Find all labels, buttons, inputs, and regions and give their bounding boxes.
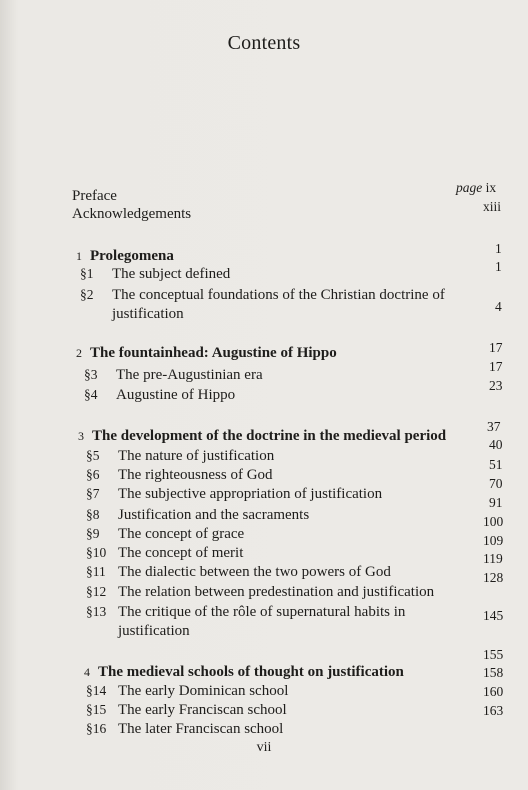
page-number: 100: [483, 514, 504, 529]
show-through-text: [150, 0, 528, 150]
section-entry: §10 The concept of merit: [86, 545, 244, 561]
page-number: 119: [483, 551, 503, 566]
page-number: xiii: [483, 199, 502, 214]
page-number: 158: [483, 665, 504, 680]
page-number: 160: [483, 684, 504, 699]
page-number: 17: [489, 340, 503, 355]
section-entry: §16 The later Franciscan school: [86, 721, 284, 737]
section-entry: §8 Justification and the sacraments: [86, 507, 310, 523]
section-entry-continuation: justification: [112, 306, 184, 322]
section-entry: §11 The dialectic between the two powers of God: [86, 564, 391, 580]
section-entry: §13 The critique of the rôle of supernatural habits in: [86, 604, 406, 620]
page-label: page: [456, 180, 483, 195]
section-entry: §12 The relation between predestination and justification: [86, 584, 435, 600]
page-number: 1: [495, 241, 502, 256]
folio-page-number: vii: [256, 740, 272, 755]
page-number: 4: [495, 299, 502, 314]
page-number: 155: [483, 647, 504, 662]
page-title: Contents: [227, 32, 301, 54]
chapter-heading: 3 The development of the doctrine in the medieval period: [78, 428, 447, 444]
chapter-heading: 2 The fountainhead: Augustine of Hippo: [76, 345, 337, 361]
toc-entry-preface: Preface: [72, 188, 117, 204]
toc-entry-acknowledgements: Acknowledgements: [72, 206, 192, 222]
section-entry: §9 The concept of grace: [86, 526, 245, 542]
page-number: 128: [483, 570, 504, 585]
section-entry: §4 Augustine of Hippo: [84, 387, 236, 403]
page-number: page ix: [456, 180, 497, 195]
section-entry: §7 The subjective appropriation of justification: [86, 486, 383, 502]
section-entry: §1 The subject defined: [80, 266, 231, 282]
chapter-heading: 1 Prolegomena: [76, 248, 174, 264]
page-number: 37: [487, 419, 501, 434]
page-number: 51: [489, 457, 503, 472]
section-entry: §15 The early Franciscan school: [86, 702, 287, 718]
section-entry: §6 The righteousness of God: [86, 467, 273, 483]
page-number: 70: [489, 476, 503, 491]
page-number: 145: [483, 608, 504, 623]
section-entry: §2 The conceptual foundations of the Christian doctrine of: [80, 287, 445, 303]
section-entry: §3 The pre-Augustinian era: [84, 367, 263, 383]
page-number: 1: [495, 259, 502, 274]
chapter-heading: 4 The medieval schools of thought on justification: [84, 664, 404, 680]
page-number: 40: [489, 437, 503, 452]
page-number: 91: [489, 495, 503, 510]
section-entry-continuation: justification: [118, 623, 190, 639]
page-number: 17: [489, 359, 503, 374]
page-number: 109: [483, 533, 504, 548]
section-entry: §5 The nature of justification: [86, 448, 275, 464]
page-number: 163: [483, 703, 504, 718]
page-number: 23: [489, 378, 503, 393]
section-entry: §14 The early Dominican school: [86, 683, 289, 699]
